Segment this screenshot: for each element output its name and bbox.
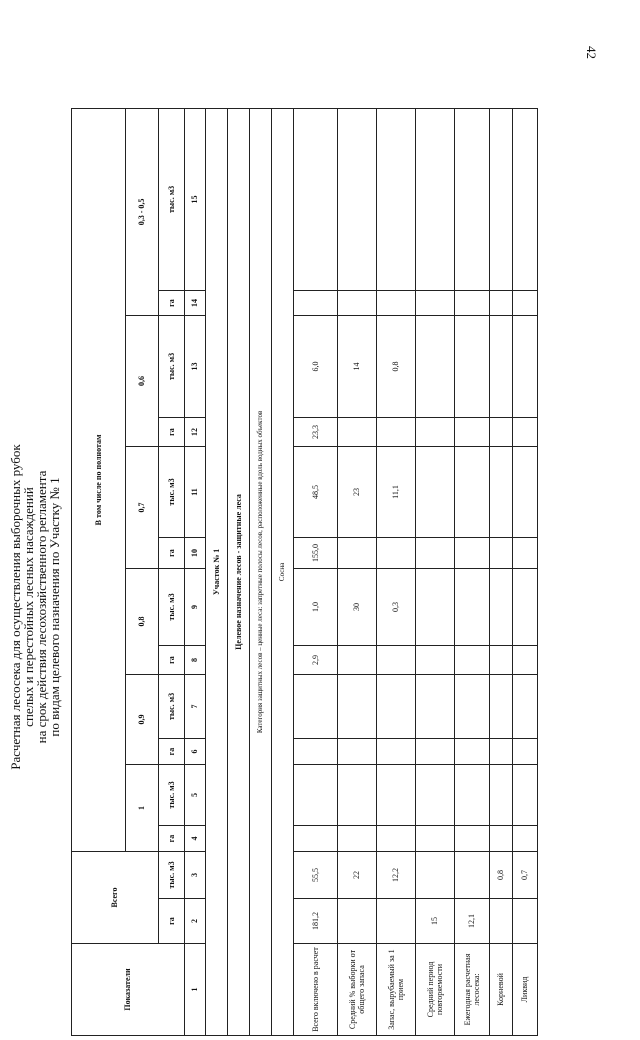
col-number: 8 [185, 646, 206, 675]
table-cell [490, 538, 513, 569]
unit-ha: га [159, 291, 185, 316]
density-header: 0,7 [126, 447, 159, 569]
table-cell [416, 538, 455, 569]
header-total: Всего [72, 852, 159, 944]
table-cell: 0,3 [377, 569, 416, 646]
table-cell: 0,8 [490, 852, 513, 899]
table-cell: 48,5 [294, 447, 338, 538]
unit-m3: тыс. м3 [159, 447, 185, 538]
table-cell [455, 739, 490, 765]
table-cell [416, 418, 455, 447]
col-number: 10 [185, 538, 206, 569]
table-cell: 22 [338, 852, 377, 899]
table-row [294, 108, 338, 1035]
table-row [377, 108, 416, 1035]
unit-ha: га [159, 826, 185, 852]
row-label: Корневой [490, 944, 513, 1036]
table-cell [377, 826, 416, 852]
col-number: 5 [185, 765, 206, 826]
table-title [9, 174, 61, 1040]
table-cell [377, 765, 416, 826]
table-cell [455, 418, 490, 447]
unit-ha: га [159, 418, 185, 447]
unit-m3: тыс. м3 [159, 675, 185, 739]
table-cell [338, 291, 377, 316]
table-row [338, 108, 377, 1035]
table-cell [416, 646, 455, 675]
table-cell [416, 826, 455, 852]
table-cell [490, 418, 513, 447]
table-cell [455, 569, 490, 646]
table-cell: 1,0 [294, 569, 338, 646]
table-cell [455, 826, 490, 852]
table-cell [294, 739, 338, 765]
unit-ha: га [159, 646, 185, 675]
row-label: Всего включено в расчет [294, 944, 338, 1036]
table-cell [377, 899, 416, 944]
table-cell: 11,1 [377, 447, 416, 538]
col-number: 9 [185, 569, 206, 646]
table-cell: 23 [338, 447, 377, 538]
table-cell [490, 447, 513, 538]
header-indicators: Показатели [72, 944, 185, 1036]
table-cell [294, 108, 338, 290]
density-header: 0,8 [126, 569, 159, 675]
table-cell [377, 739, 416, 765]
table-cell [416, 739, 455, 765]
table-cell [513, 418, 538, 447]
table-cell [377, 108, 416, 290]
table-cell [338, 765, 377, 826]
table-cell: 6,0 [294, 316, 338, 418]
table-cell [513, 108, 538, 290]
row-label: Ежегодная расчетная лесосека: [455, 944, 490, 1036]
unit-m3: тыс. м3 [159, 852, 185, 899]
col-number: 13 [185, 316, 206, 418]
title-line: спелых и перестойных лесных насаждений [21, 487, 36, 727]
unit-m3: тыс. м3 [159, 765, 185, 826]
table-cell: 23,3 [294, 418, 338, 447]
table-cell [513, 765, 538, 826]
table-cell: 155,0 [294, 538, 338, 569]
table-cell [416, 316, 455, 418]
row-label: Запас, вырубаемый за 1 прием [377, 944, 416, 1036]
table-cell [455, 291, 490, 316]
row-label: Средний период повторяемости [416, 944, 455, 1036]
table-cell [455, 852, 490, 899]
table-cell [513, 899, 538, 944]
table-cell: 15 [416, 899, 455, 944]
table-cell [513, 646, 538, 675]
table-cell [294, 826, 338, 852]
table-cell [513, 447, 538, 538]
table-cell [490, 765, 513, 826]
col-number: 3 [185, 852, 206, 899]
page-number: 42 [584, 46, 599, 59]
table-cell [513, 826, 538, 852]
table-cell [490, 646, 513, 675]
density-header: 0,6 [126, 316, 159, 447]
table-cell [294, 765, 338, 826]
col-number: 1 [185, 944, 206, 1036]
section-purpose: Целевое назначение лесов - защитные леса [228, 108, 250, 1035]
table-cell [490, 899, 513, 944]
table-cell: 30 [338, 569, 377, 646]
table-cell [377, 646, 416, 675]
section-category: Категория защитных лесов – ценные леса: запретные полосы лесов, расположенные вдоль водных объектов [250, 108, 272, 1035]
col-number: 11 [185, 447, 206, 538]
table-cell [416, 108, 455, 290]
table-cell [377, 291, 416, 316]
table-cell [338, 899, 377, 944]
table-cell: 12,1 [455, 899, 490, 944]
table-cell [294, 675, 338, 739]
table-cell [513, 675, 538, 739]
table-cell [455, 538, 490, 569]
table-cell [513, 316, 538, 418]
table-cell [416, 675, 455, 739]
table-cell [513, 569, 538, 646]
table-cell: 0,8 [377, 316, 416, 418]
table-cell [490, 316, 513, 418]
section-plot: Участок № 1 [206, 108, 228, 1035]
density-header: 0,9 [126, 675, 159, 765]
data-rows [294, 108, 538, 1035]
density-header: 0,3 - 0,5 [126, 108, 159, 315]
density-header: 1 [126, 765, 159, 852]
title-line: по видам целевого назначения по Участку № 1 [47, 477, 62, 737]
col-number: 6 [185, 739, 206, 765]
table-cell [377, 418, 416, 447]
table-cell [338, 418, 377, 447]
table-cell: 2,9 [294, 646, 338, 675]
col-number: 15 [185, 108, 206, 290]
table-cell [338, 646, 377, 675]
table-cell [455, 108, 490, 290]
table-cell [513, 291, 538, 316]
col-number: 12 [185, 418, 206, 447]
allowable-cut-table [71, 108, 538, 1036]
row-label: Средний % выборки от общего запаса [338, 944, 377, 1036]
unit-m3: тыс. м3 [159, 316, 185, 418]
table-cell [338, 108, 377, 290]
table-row [490, 108, 513, 1035]
col-number: 4 [185, 826, 206, 852]
table-row [455, 108, 490, 1035]
table-cell [416, 569, 455, 646]
title-line: Расчетная лесосека для осуществления выборочных рубок [8, 444, 23, 770]
table-cell [416, 765, 455, 826]
row-label: Ликвид [513, 944, 538, 1036]
table-cell [338, 826, 377, 852]
table-cell [513, 538, 538, 569]
title-line: на срок действия лесохозяйственного регламента [34, 470, 49, 744]
unit-ha: га [159, 899, 185, 944]
table-cell [294, 291, 338, 316]
col-number: 14 [185, 291, 206, 316]
table-cell [377, 675, 416, 739]
unit-ha: га [159, 739, 185, 765]
table-cell [377, 538, 416, 569]
table-cell [416, 291, 455, 316]
col-number: 7 [185, 675, 206, 739]
table-row [416, 108, 455, 1035]
table-cell [490, 569, 513, 646]
table-cell [490, 826, 513, 852]
table-cell [455, 646, 490, 675]
table-cell: 181,2 [294, 899, 338, 944]
rotated-page-content [0, 174, 530, 1040]
table-cell [455, 675, 490, 739]
table-cell [416, 447, 455, 538]
table-cell [490, 675, 513, 739]
table-cell [416, 852, 455, 899]
unit-m3: тыс. м3 [159, 569, 185, 646]
table-cell [338, 739, 377, 765]
table-cell: 0,7 [513, 852, 538, 899]
table-row [513, 108, 538, 1035]
table-cell [513, 739, 538, 765]
table-cell [490, 739, 513, 765]
section-species: Сосна [272, 108, 294, 1035]
table-cell [455, 316, 490, 418]
table-cell [455, 765, 490, 826]
table-cell: 55,5 [294, 852, 338, 899]
unit-m3: тыс. м3 [159, 108, 185, 290]
table-cell [455, 447, 490, 538]
table-cell [338, 675, 377, 739]
table-cell [490, 108, 513, 290]
header-by-density: В том числе по полнотам [72, 108, 126, 851]
unit-ha: га [159, 538, 185, 569]
table-cell [490, 291, 513, 316]
col-number: 2 [185, 899, 206, 944]
table-cell [338, 538, 377, 569]
table-cell: 12,2 [377, 852, 416, 899]
table-cell: 14 [338, 316, 377, 418]
